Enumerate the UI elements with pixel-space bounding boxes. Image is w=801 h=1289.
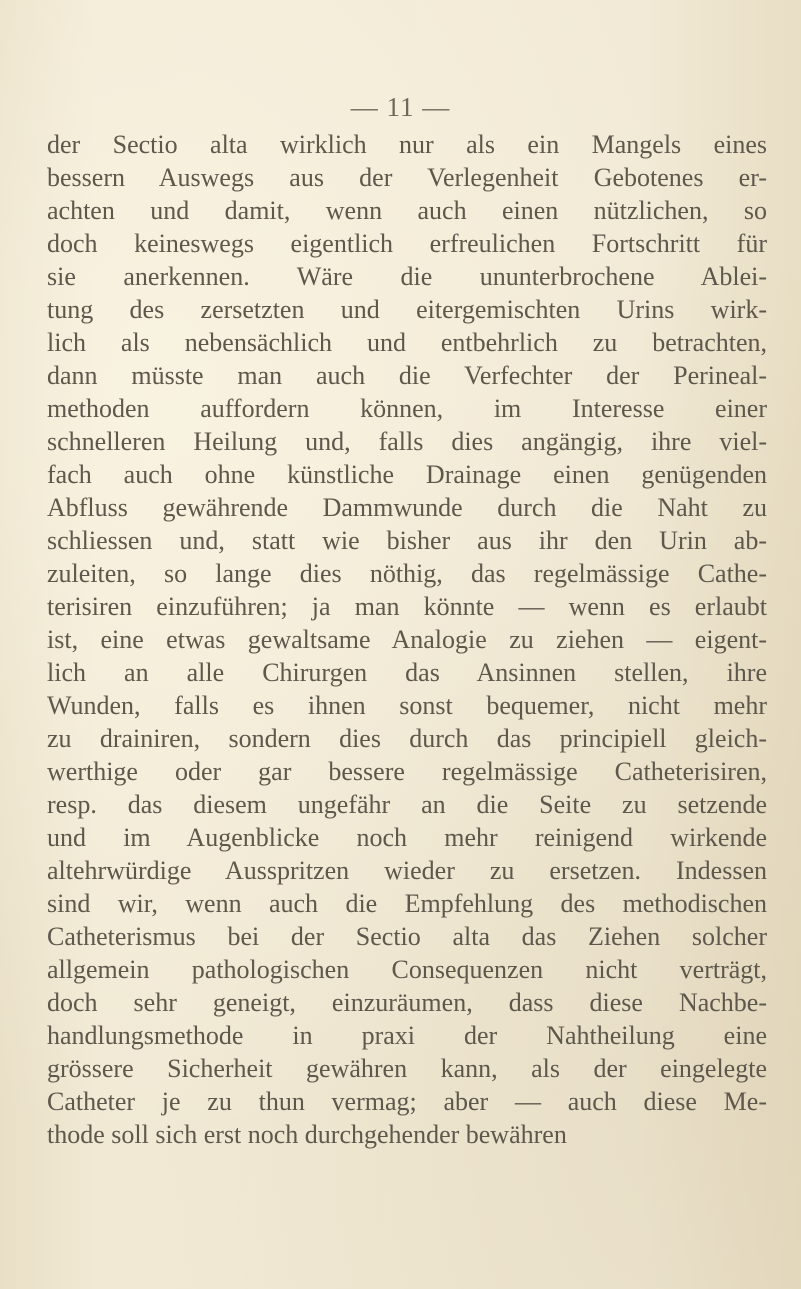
text-line: der Sectio alta wirklich nur als ein Mangels eines <box>47 130 767 159</box>
text-line: und im Augenblicke noch mehr reinigend wirkende <box>47 823 767 852</box>
text-line: grössere Sicherheit gewähren kann, als der eingelegte <box>47 1054 767 1083</box>
text-line: thode soll sich erst noch durchgehender bewähren <box>47 1120 567 1149</box>
text-line: handlungsmethode in praxi der Nahtheilung eine <box>47 1021 767 1050</box>
text-line: sind wir, wenn auch die Empfehlung des methodischen <box>47 889 767 918</box>
text-line: allgemein pathologischen Consequenzen nicht verträgt, <box>47 955 767 984</box>
text-line: schnelleren Heilung und, falls dies angängig, ihre viel- <box>47 427 767 456</box>
text-line: doch keineswegs eigentlich erfreulichen Fortschritt für <box>47 229 767 258</box>
text-line: tung des zersetzten und eitergemischten Urins wirk- <box>47 295 767 324</box>
text-line: ist, eine etwas gewaltsame Analogie zu ziehen — eigent- <box>47 625 767 654</box>
text-line: altehrwürdige Ausspritzen wieder zu ersetzen. Indessen <box>47 856 767 885</box>
text-line: terisiren einzuführen; ja man könnte — wenn es erlaubt <box>47 592 767 621</box>
text-line: schliessen und, statt wie bisher aus ihr den Urin ab- <box>47 526 767 555</box>
text-line: fach auch ohne künstliche Drainage einen genügenden <box>47 460 767 489</box>
text-line: sie anerkennen. Wäre die ununterbrochene Ablei- <box>47 262 767 291</box>
text-line: methoden auffordern können, im Interesse einer <box>47 394 767 423</box>
text-line: Catheter je zu thun vermag; aber — auch diese Me- <box>47 1087 767 1116</box>
text-line: doch sehr geneigt, einzuräumen, dass diese Nachbe- <box>47 988 767 1017</box>
text-line: achten und damit, wenn auch einen nützlichen, so <box>47 196 767 225</box>
text-line: zu drainiren, sondern dies durch das principiell gleich- <box>47 724 767 753</box>
body-paragraph <box>47 128 767 1151</box>
text-line: zuleiten, so lange dies nöthig, das regelmässige Cathe- <box>47 559 767 588</box>
text-line: lich als nebensächlich und entbehrlich zu betrachten, <box>47 328 767 357</box>
text-line: dann müsste man auch die Verfechter der Perineal- <box>47 361 767 390</box>
text-line: lich an alle Chirurgen das Ansinnen stellen, ihre <box>47 658 767 687</box>
page-number: — 11 — <box>350 92 451 122</box>
text-line: Catheterismus bei der Sectio alta das Ziehen solcher <box>47 922 767 951</box>
text-line: resp. das diesem ungefähr an die Seite zu setzende <box>47 790 767 819</box>
text-line: Abfluss gewährende Dammwunde durch die Naht zu <box>47 493 767 522</box>
text-line: werthige oder gar bessere regelmässige Catheterisiren, <box>47 757 767 786</box>
text-line: Wunden, falls es ihnen sonst bequemer, nicht mehr <box>47 691 767 720</box>
text-line: bessern Auswegs aus der Verlegenheit Gebotenes er- <box>47 163 767 192</box>
